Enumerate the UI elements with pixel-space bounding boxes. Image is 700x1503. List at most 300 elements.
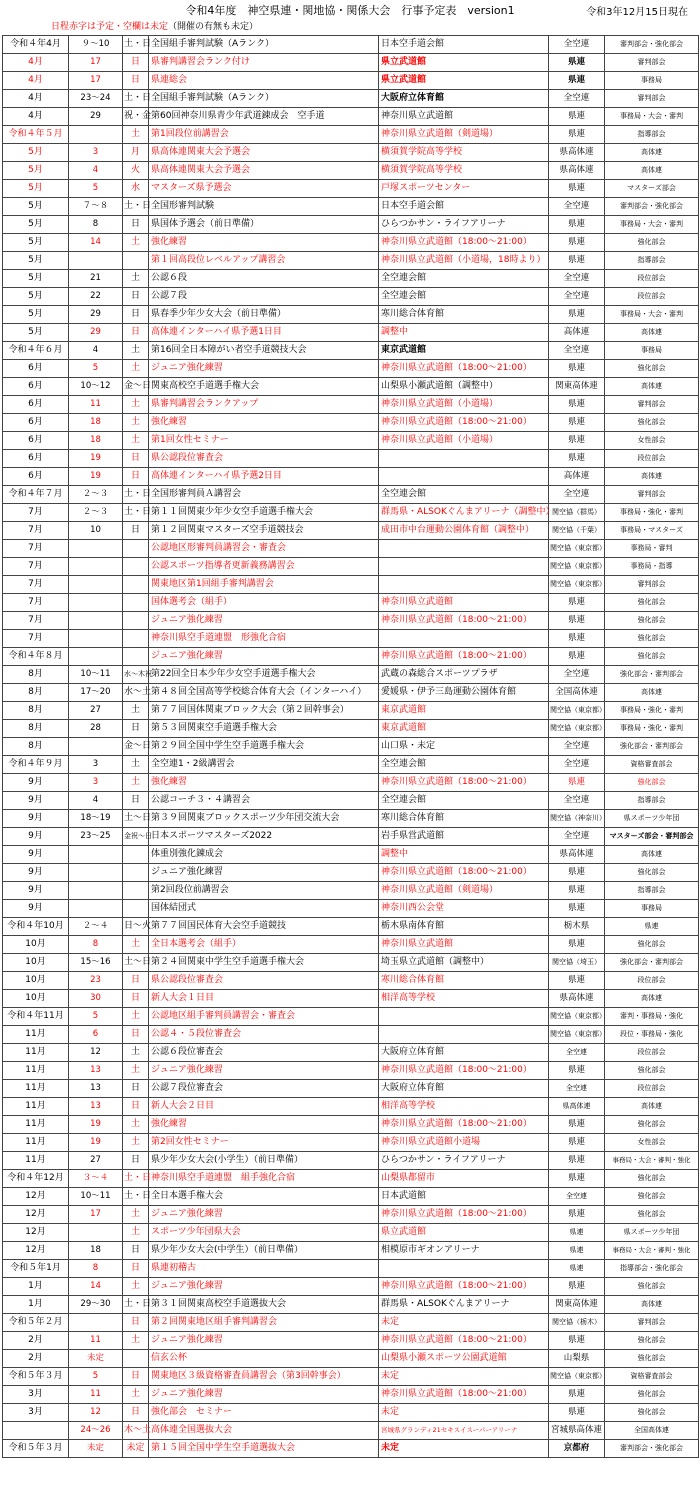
venue-cell: 寒川総合体育館 bbox=[379, 972, 549, 990]
weekday-cell: 土 bbox=[123, 1062, 149, 1080]
weekday-cell: 土 bbox=[123, 126, 149, 144]
venue-cell: 大阪府立体育館 bbox=[379, 1080, 549, 1098]
organizer-cell: 県高体連 bbox=[549, 1098, 605, 1116]
organizer-cell: 山梨県 bbox=[549, 1350, 605, 1368]
weekday-cell: 日 bbox=[123, 720, 149, 738]
event-cell: 第2回女性セミナー bbox=[149, 1134, 379, 1152]
weekday-cell: 日 bbox=[123, 792, 149, 810]
organizer-cell: 関東高体連 bbox=[549, 1296, 605, 1314]
venue-cell: 横須賀学院高等学校 bbox=[379, 162, 549, 180]
department-cell: 県スポーツ少年団 bbox=[605, 810, 699, 828]
event-cell: 第３１回関東高校空手道選抜大会 bbox=[149, 1296, 379, 1314]
venue-cell: 全空連会館 bbox=[379, 792, 549, 810]
department-cell: 段位部会 bbox=[605, 1080, 699, 1098]
month-cell: 11月 bbox=[3, 1098, 69, 1116]
month-cell: 11月 bbox=[3, 1134, 69, 1152]
day-cell: 24～26 bbox=[69, 1422, 123, 1440]
schedule-row bbox=[3, 216, 699, 234]
schedule-row bbox=[3, 1260, 699, 1278]
event-cell: 神奈川県空手道連盟 組手強化合宿 bbox=[149, 1170, 379, 1188]
weekday-cell: 土 bbox=[123, 936, 149, 954]
schedule-row bbox=[3, 738, 699, 756]
department-cell: 審判部会 bbox=[605, 54, 699, 72]
day-cell bbox=[69, 558, 123, 576]
event-cell: 国体結団式 bbox=[149, 900, 379, 918]
day-cell: 4 bbox=[69, 342, 123, 360]
event-cell: ジュニア強化練習 bbox=[149, 1206, 379, 1224]
department-cell: 事務局・大会・審判 bbox=[605, 306, 699, 324]
weekday-cell: 土 bbox=[123, 702, 149, 720]
organizer-cell: 全空連 bbox=[549, 486, 605, 504]
weekday-cell: 土・日 bbox=[123, 198, 149, 216]
venue-cell: 神奈川県立武道館（18:00～21:00） bbox=[379, 1206, 549, 1224]
schedule-row bbox=[3, 144, 699, 162]
venue-cell: 東京武道館 bbox=[379, 342, 549, 360]
department-cell: 審判部会・強化部会 bbox=[605, 1440, 699, 1458]
day-cell: 3 bbox=[69, 144, 123, 162]
day-cell: 29 bbox=[69, 306, 123, 324]
department-cell: 強化部会 bbox=[605, 1062, 699, 1080]
event-cell: 国体選考会（組手） bbox=[149, 594, 379, 612]
event-cell: 第1回女性セミナー bbox=[149, 432, 379, 450]
day-cell: 18～19 bbox=[69, 810, 123, 828]
day-cell bbox=[69, 1314, 123, 1332]
organizer-cell: 県連 bbox=[549, 1224, 605, 1242]
organizer-cell: 県連 bbox=[549, 396, 605, 414]
organizer-cell: 関空協（埼玉） bbox=[549, 954, 605, 972]
day-cell: 19 bbox=[69, 468, 123, 486]
weekday-cell bbox=[123, 846, 149, 864]
organizer-cell: 県連 bbox=[549, 1332, 605, 1350]
month-cell: 令和４年５月 bbox=[3, 126, 69, 144]
venue-cell: 東京武道館 bbox=[379, 720, 549, 738]
event-cell: ジュニア強化練習 bbox=[149, 1278, 379, 1296]
page-header bbox=[0, 0, 700, 35]
organizer-cell: 県連 bbox=[549, 126, 605, 144]
department-cell: 事務局・大会・審判 bbox=[605, 108, 699, 126]
organizer-cell: 全空連 bbox=[549, 1080, 605, 1098]
weekday-cell: 金祝～日 bbox=[123, 828, 149, 846]
venue-cell: 群馬県・ALSOKぐんまアリーナ（調整中） bbox=[379, 504, 549, 522]
organizer-cell: 県連 bbox=[549, 1062, 605, 1080]
venue-cell: 調整中 bbox=[379, 846, 549, 864]
venue-cell: 群馬県・ALSOKぐんまアリーナ bbox=[379, 1296, 549, 1314]
event-cell: 県春季少年少女大会（前日準備） bbox=[149, 306, 379, 324]
weekday-cell: 日 bbox=[123, 972, 149, 990]
department-cell: 高体連 bbox=[605, 1296, 699, 1314]
schedule-row bbox=[3, 1278, 699, 1296]
schedule-row bbox=[3, 900, 699, 918]
month-cell: 12月 bbox=[3, 1224, 69, 1242]
weekday-cell: 土・日 bbox=[123, 1296, 149, 1314]
event-cell: 県公認段位審査会 bbox=[149, 450, 379, 468]
weekday-cell bbox=[123, 594, 149, 612]
weekday-cell: 日 bbox=[123, 1152, 149, 1170]
schedule-row bbox=[3, 1026, 699, 1044]
organizer-cell: 関空協（東京都） bbox=[549, 540, 605, 558]
month-cell: 1月 bbox=[3, 1296, 69, 1314]
venue-cell: 神奈川県立武道館小道場 bbox=[379, 1134, 549, 1152]
department-cell: 事務局・強化・審判 bbox=[605, 702, 699, 720]
organizer-cell: 県連 bbox=[549, 1206, 605, 1224]
schedule-row bbox=[3, 1440, 699, 1458]
department-cell: 高体連 bbox=[605, 990, 699, 1008]
weekday-cell: 日 bbox=[123, 324, 149, 342]
event-cell: 高体連全国選抜大会 bbox=[149, 1422, 379, 1440]
month-cell: 5月 bbox=[3, 234, 69, 252]
department-cell: 事務局・大会・審判 bbox=[605, 216, 699, 234]
schedule-table bbox=[2, 35, 699, 1458]
department-cell: 強化部会 bbox=[605, 1404, 699, 1422]
organizer-cell: 県連 bbox=[549, 450, 605, 468]
venue-cell bbox=[379, 630, 549, 648]
venue-cell: 大阪府立体育館 bbox=[379, 1044, 549, 1062]
day-cell: ２～３ bbox=[69, 504, 123, 522]
organizer-cell: 県連 bbox=[549, 1386, 605, 1404]
day-cell: 17 bbox=[69, 1206, 123, 1224]
venue-cell: 神奈川県立武道館（剣道場） bbox=[379, 882, 549, 900]
department-cell: 段位部会 bbox=[605, 972, 699, 990]
day-cell: 10 bbox=[69, 522, 123, 540]
organizer-cell: 関空協（栃木） bbox=[549, 1314, 605, 1332]
event-cell: ジュニア強化練習 bbox=[149, 1386, 379, 1404]
organizer-cell: 県連 bbox=[549, 1242, 605, 1260]
month-cell: 5月 bbox=[3, 324, 69, 342]
department-cell: 審判部会 bbox=[605, 90, 699, 108]
schedule-row bbox=[3, 576, 699, 594]
schedule-row bbox=[3, 1062, 699, 1080]
department-cell: 段位部会 bbox=[605, 288, 699, 306]
month-cell: 5月 bbox=[3, 252, 69, 270]
venue-cell: 神奈川県立武道館 bbox=[379, 936, 549, 954]
weekday-cell: 祝・金 bbox=[123, 108, 149, 126]
schedule-row bbox=[3, 1188, 699, 1206]
venue-cell: 神奈川県立武道館（18:00～21:00） bbox=[379, 774, 549, 792]
weekday-cell bbox=[123, 864, 149, 882]
schedule-row bbox=[3, 864, 699, 882]
venue-cell: 神奈川県立武道館（小道場，18時より） bbox=[379, 252, 549, 270]
venue-cell: 未定 bbox=[379, 1314, 549, 1332]
month-cell: 11月 bbox=[3, 1116, 69, 1134]
weekday-cell bbox=[123, 558, 149, 576]
month-cell: 7月 bbox=[3, 594, 69, 612]
month-cell: 3月 bbox=[3, 1386, 69, 1404]
venue-cell: 全空連会館 bbox=[379, 270, 549, 288]
organizer-cell: 県連 bbox=[549, 252, 605, 270]
month-cell: 10月 bbox=[3, 954, 69, 972]
venue-cell bbox=[379, 558, 549, 576]
month-cell: 令和４年4月 bbox=[3, 36, 69, 54]
month-cell: 5月 bbox=[3, 306, 69, 324]
organizer-cell: 県高体連 bbox=[549, 162, 605, 180]
department-cell: 強化部会 bbox=[605, 1278, 699, 1296]
schedule-row bbox=[3, 1224, 699, 1242]
schedule-row bbox=[3, 720, 699, 738]
department-cell: 段位部会 bbox=[605, 450, 699, 468]
month-cell: 8月 bbox=[3, 720, 69, 738]
schedule-row bbox=[3, 774, 699, 792]
event-cell: ジュニア強化練習 bbox=[149, 864, 379, 882]
day-cell: 22 bbox=[69, 288, 123, 306]
weekday-cell: 土 bbox=[123, 1386, 149, 1404]
schedule-row bbox=[3, 810, 699, 828]
department-cell: 強化部会 bbox=[605, 1332, 699, 1350]
department-cell: 強化部会 bbox=[605, 864, 699, 882]
weekday-cell: 土 bbox=[123, 1278, 149, 1296]
schedule-row bbox=[3, 1152, 699, 1170]
schedule-row bbox=[3, 270, 699, 288]
department-cell: 審判部会 bbox=[605, 576, 699, 594]
event-cell: 第７７回国民体育大会空手道競技 bbox=[149, 918, 379, 936]
month-cell: 令和４年12月 bbox=[3, 1170, 69, 1188]
schedule-row bbox=[3, 594, 699, 612]
weekday-cell: 土 bbox=[123, 1332, 149, 1350]
department-cell: 高体連 bbox=[605, 846, 699, 864]
organizer-cell: 県連 bbox=[549, 1152, 605, 1170]
event-cell: ジュニア強化練習 bbox=[149, 1332, 379, 1350]
event-cell: ジュニア強化練習 bbox=[149, 612, 379, 630]
day-cell: ７～８ bbox=[69, 198, 123, 216]
organizer-cell: 県連 bbox=[549, 306, 605, 324]
venue-cell: 山梨県都留市 bbox=[379, 1170, 549, 1188]
department-cell: 全国高体連 bbox=[605, 1422, 699, 1440]
schedule-row bbox=[3, 1386, 699, 1404]
event-cell: 全日本選手権大会 bbox=[149, 1188, 379, 1206]
weekday-cell: 日 bbox=[123, 1026, 149, 1044]
day-cell: ２～４ bbox=[69, 918, 123, 936]
venue-cell: 日本空手道会館 bbox=[379, 36, 549, 54]
organizer-cell: 全空連 bbox=[549, 198, 605, 216]
weekday-cell: 日 bbox=[123, 1314, 149, 1332]
schedule-row bbox=[3, 1404, 699, 1422]
month-cell: 6月 bbox=[3, 360, 69, 378]
page-title: 令和4年度 神空県連・関地協・関係大会 行事予定表 version1 bbox=[185, 4, 515, 17]
event-cell: 第１回高段位レベルアップ講習会 bbox=[149, 252, 379, 270]
department-cell: マスターズ部会 bbox=[605, 180, 699, 198]
weekday-cell: 水～土 bbox=[123, 684, 149, 702]
organizer-cell: 県連 bbox=[549, 1404, 605, 1422]
event-cell: 県少年少女大会(中学生）（前日準備） bbox=[149, 1242, 379, 1260]
month-cell: 12月 bbox=[3, 1242, 69, 1260]
weekday-cell bbox=[123, 1350, 149, 1368]
organizer-cell: 関空協（東京都） bbox=[549, 720, 605, 738]
venue-cell: 未定 bbox=[379, 1404, 549, 1422]
schedule-row bbox=[3, 990, 699, 1008]
day-cell: 4 bbox=[69, 162, 123, 180]
weekday-cell: 水～木祝 bbox=[123, 666, 149, 684]
event-cell: 県審判講習会ランク付け bbox=[149, 54, 379, 72]
event-cell: 第１２回関東マスターズ空手道競技会 bbox=[149, 522, 379, 540]
weekday-cell: 土 bbox=[123, 270, 149, 288]
organizer-cell: 県連 bbox=[549, 1278, 605, 1296]
schedule-row bbox=[3, 522, 699, 540]
day-cell bbox=[69, 882, 123, 900]
as-of-date: 令和3年12月15日現在 bbox=[586, 7, 688, 18]
event-cell: 神奈川県空手道連盟 形強化合宿 bbox=[149, 630, 379, 648]
venue-cell: 埼玉県立武道館（調整中） bbox=[379, 954, 549, 972]
day-cell: 8 bbox=[69, 216, 123, 234]
event-cell: 全日本選考会（組手） bbox=[149, 936, 379, 954]
month-cell: 8月 bbox=[3, 684, 69, 702]
venue-cell: 相模原市ギオンアリーナ bbox=[379, 1242, 549, 1260]
organizer-cell: 全空連 bbox=[549, 342, 605, 360]
weekday-cell: 土・日 bbox=[123, 1188, 149, 1206]
department-cell: 段位・事務局・強化 bbox=[605, 1026, 699, 1044]
venue-cell: 神奈川県立武道館（小道場） bbox=[379, 432, 549, 450]
department-cell: 強化部会 bbox=[605, 360, 699, 378]
schedule-row bbox=[3, 648, 699, 666]
organizer-cell: 県連 bbox=[549, 882, 605, 900]
event-cell: 第22回全日本少年少女空手道選手権大会 bbox=[149, 666, 379, 684]
event-cell: 公認７段 bbox=[149, 288, 379, 306]
venue-cell: 神奈川県立武道館（18:00～21:00） bbox=[379, 1386, 549, 1404]
day-cell: 13 bbox=[69, 1098, 123, 1116]
venue-cell: 全空連会館 bbox=[379, 756, 549, 774]
weekday-cell: 日 bbox=[123, 72, 149, 90]
weekday-cell: 日 bbox=[123, 450, 149, 468]
weekday-cell: 日 bbox=[123, 1368, 149, 1386]
day-cell bbox=[69, 126, 123, 144]
organizer-cell: 関空協（東京都） bbox=[549, 1008, 605, 1026]
venue-cell: ひらつかサン・ライフアリーナ bbox=[379, 1152, 549, 1170]
schedule-row bbox=[3, 612, 699, 630]
department-cell: 強化部会 bbox=[605, 414, 699, 432]
organizer-cell: 全空連 bbox=[549, 792, 605, 810]
event-cell: 第４８回全国高等学校総合体育大会（インターハイ） bbox=[149, 684, 379, 702]
weekday-cell: 日 bbox=[123, 1242, 149, 1260]
venue-cell: ひらつかサン・ライフアリーナ bbox=[379, 216, 549, 234]
department-cell: 強化部会 bbox=[605, 630, 699, 648]
event-cell: 第２９回全国中学生空手道選手権大会 bbox=[149, 738, 379, 756]
month-cell: 11月 bbox=[3, 1026, 69, 1044]
day-cell bbox=[69, 612, 123, 630]
day-cell: 19 bbox=[69, 1116, 123, 1134]
organizer-cell: 県連 bbox=[549, 774, 605, 792]
department-cell: 審判部会・強化部会 bbox=[605, 36, 699, 54]
department-cell: 女性部会 bbox=[605, 1134, 699, 1152]
event-cell: 第２４回関東中学生空手道選手権大会 bbox=[149, 954, 379, 972]
month-cell: 11月 bbox=[3, 1062, 69, 1080]
venue-cell: 神奈川県立武道館（小道場） bbox=[379, 396, 549, 414]
weekday-cell: 日 bbox=[123, 54, 149, 72]
month-cell: 令和４年８月 bbox=[3, 648, 69, 666]
month-cell: 7月 bbox=[3, 630, 69, 648]
venue-cell: 戸塚スポーツセンター bbox=[379, 180, 549, 198]
day-cell: ９～10 bbox=[69, 36, 123, 54]
schedule-row bbox=[3, 72, 699, 90]
day-cell: 18 bbox=[69, 432, 123, 450]
schedule-row bbox=[3, 1368, 699, 1386]
event-cell: 信玄公杯 bbox=[149, 1350, 379, 1368]
schedule-row bbox=[3, 1242, 699, 1260]
schedule-row bbox=[3, 126, 699, 144]
department-cell: 強化部会・審判部会 bbox=[605, 666, 699, 684]
day-cell: 29 bbox=[69, 324, 123, 342]
event-cell: 日本スポーツマスターズ2022 bbox=[149, 828, 379, 846]
weekday-cell: 土・日 bbox=[123, 90, 149, 108]
organizer-cell: 関空協（群馬） bbox=[549, 504, 605, 522]
department-cell: 強化部会 bbox=[605, 594, 699, 612]
department-cell: 女性部会 bbox=[605, 432, 699, 450]
venue-cell: 相洋高等学校 bbox=[379, 1098, 549, 1116]
venue-cell: 未定 bbox=[379, 1440, 549, 1458]
day-cell: 3 bbox=[69, 774, 123, 792]
day-cell bbox=[69, 630, 123, 648]
event-cell: 公認地区組手審判員講習会・審査会 bbox=[149, 1008, 379, 1026]
month-cell: 5月 bbox=[3, 144, 69, 162]
day-cell: 29 bbox=[69, 108, 123, 126]
month-cell: 8月 bbox=[3, 666, 69, 684]
event-cell: 強化練習 bbox=[149, 414, 379, 432]
event-cell: 県連総会 bbox=[149, 72, 379, 90]
month-cell: 4月 bbox=[3, 54, 69, 72]
event-cell: 第1回段位前講習会 bbox=[149, 126, 379, 144]
day-cell bbox=[69, 1224, 123, 1242]
venue-cell: 神奈川県立武道館（18:00～21:00） bbox=[379, 1062, 549, 1080]
month-cell: 12月 bbox=[3, 1188, 69, 1206]
event-cell: 第１５回全国中学生空手道選抜大会 bbox=[149, 1440, 379, 1458]
organizer-cell: 全空連 bbox=[549, 738, 605, 756]
month-cell: 4月 bbox=[3, 108, 69, 126]
department-cell: 事務局・大会・審判・強化 bbox=[605, 1242, 699, 1260]
department-cell: 審判部会 bbox=[605, 396, 699, 414]
department-cell: 事務局・強化・審判 bbox=[605, 504, 699, 522]
schedule-row bbox=[3, 1134, 699, 1152]
schedule-row bbox=[3, 1008, 699, 1026]
schedule-row bbox=[3, 234, 699, 252]
day-cell: 5 bbox=[69, 180, 123, 198]
day-cell bbox=[69, 738, 123, 756]
schedule-row bbox=[3, 1296, 699, 1314]
event-cell: 強化部会 セミナー bbox=[149, 1404, 379, 1422]
department-cell: 強化部会 bbox=[605, 1170, 699, 1188]
event-cell: 県少年少女大会(小学生）（前日準備） bbox=[149, 1152, 379, 1170]
weekday-cell: 日 bbox=[123, 990, 149, 1008]
schedule-row bbox=[3, 378, 699, 396]
venue-cell: 神奈川県立武道館（18:00～21:00） bbox=[379, 612, 549, 630]
schedule-row bbox=[3, 702, 699, 720]
month-cell: 11月 bbox=[3, 1152, 69, 1170]
month-cell: 令和５年1月 bbox=[3, 1260, 69, 1278]
organizer-cell: 県連 bbox=[549, 54, 605, 72]
venue-cell: 山口県・未定 bbox=[379, 738, 549, 756]
department-cell: 強化部会 bbox=[605, 774, 699, 792]
organizer-cell: 県連 bbox=[549, 594, 605, 612]
schedule-row bbox=[3, 432, 699, 450]
month-cell: 5月 bbox=[3, 198, 69, 216]
event-cell: 第７７回国体関東ブロック大会（第２回幹事会） bbox=[149, 702, 379, 720]
weekday-cell: 土・日 bbox=[123, 504, 149, 522]
day-cell: 4 bbox=[69, 792, 123, 810]
weekday-cell: 日 bbox=[123, 1260, 149, 1278]
department-cell: 強化部会 bbox=[605, 612, 699, 630]
department-cell: 指導部会・強化部会 bbox=[605, 1260, 699, 1278]
venue-cell bbox=[379, 450, 549, 468]
department-cell: 審判部会・強化部会 bbox=[605, 198, 699, 216]
venue-cell: 大阪府立体育館 bbox=[379, 90, 549, 108]
day-cell: 27 bbox=[69, 1152, 123, 1170]
organizer-cell: 県連 bbox=[549, 1170, 605, 1188]
day-cell: 10～11 bbox=[69, 666, 123, 684]
day-cell: 23 bbox=[69, 972, 123, 990]
venue-cell: 日本武道館 bbox=[379, 1188, 549, 1206]
venue-cell: 神奈川県立武道館 bbox=[379, 108, 549, 126]
day-cell: 21 bbox=[69, 270, 123, 288]
legend-note bbox=[51, 19, 258, 32]
venue-cell: 神奈川県立武道館（18:00～21:00） bbox=[379, 234, 549, 252]
organizer-cell: 県連 bbox=[549, 360, 605, 378]
organizer-cell: 関空協（東京都） bbox=[549, 702, 605, 720]
